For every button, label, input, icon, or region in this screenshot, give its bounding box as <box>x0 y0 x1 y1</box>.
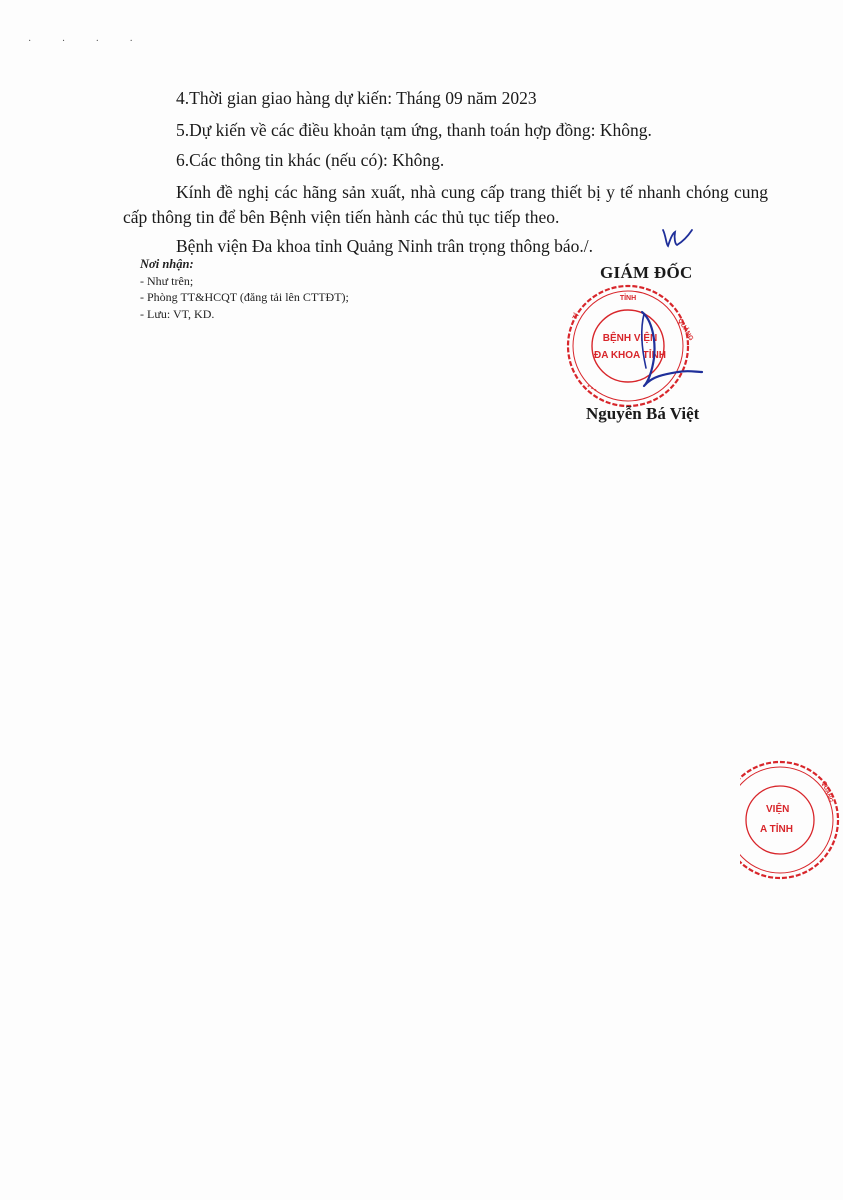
svg-text:QUẢNG: QUẢNG <box>820 780 834 804</box>
svg-text:TỈNH: TỈNH <box>619 295 637 302</box>
recipients-block <box>140 256 349 322</box>
initial-mark-icon <box>660 226 694 250</box>
item-delivery-time: 4.Thời gian giao hàng dự kiến: Tháng 09 năm 2023 <box>176 88 537 108</box>
svg-text:VIỆN: VIỆN <box>766 804 790 815</box>
item-other-info: 6.Các thông tin khác (nếu có): Không. <box>176 150 445 170</box>
svg-text:* * *: * * * <box>585 384 597 395</box>
partial-seal-stamp-icon <box>740 748 843 888</box>
svg-text:TỈ: TỈ <box>571 312 581 321</box>
svg-text:BỆNH VIỆN: BỆNH VIỆN <box>602 333 658 344</box>
scan-artifact-dots: · · · · <box>28 36 147 47</box>
svg-text:A TỈNH: A TỈNH <box>760 824 793 835</box>
item-payment-terms: 5.Dự kiến về các điều khoản tạm ứng, thanh toán hợp đồng: Không. <box>176 120 652 140</box>
svg-text:ĐA KHOA TỈNH: ĐA KHOA TỈNH <box>593 350 667 361</box>
official-seal-icon <box>556 280 704 410</box>
recipients-heading: Nơi nhận: <box>140 257 194 271</box>
closing-statement: Bệnh viện Đa khoa tỉnh Quảng Ninh trân trọng thông báo./. <box>176 236 594 256</box>
recipient-item: - Phòng TT&HCQT (đăng tải lên CTTĐT); <box>140 290 349 304</box>
request-paragraph: Kính đề nghị các hãng sản xuất, nhà cung cấp trang thiết bị y tế nhanh chóng cung cấp thông tin để bên Bệnh viện tiến hành các thủ tục tiếp theo. <box>123 182 768 227</box>
svg-text:QUẢNG: QUẢNG <box>676 317 695 342</box>
recipient-item: - Như trên; <box>140 273 194 288</box>
signer-name: Nguyễn Bá Việt <box>586 404 700 423</box>
signer-title: GIÁM ĐỐC <box>600 263 693 282</box>
recipient-item: - Lưu: VT, KD. <box>140 306 215 321</box>
